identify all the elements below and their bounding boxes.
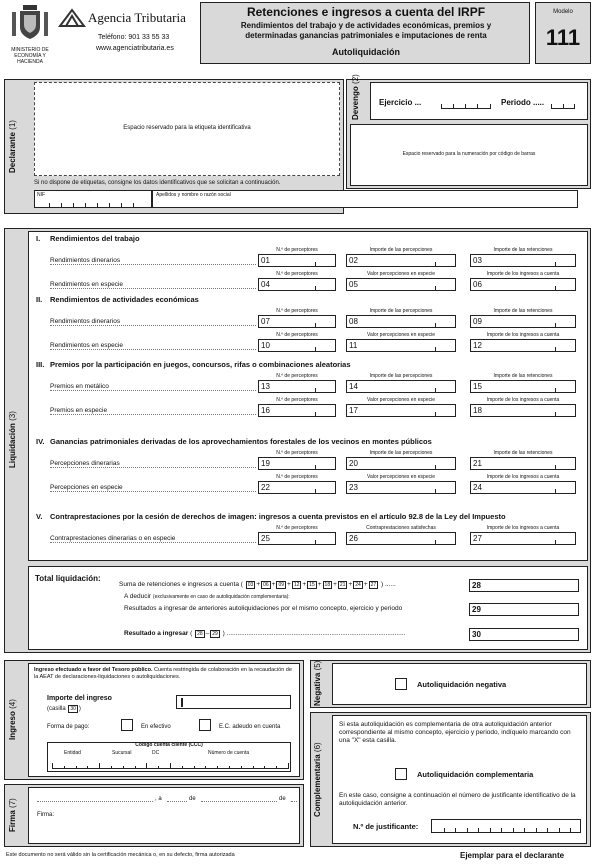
footer-copy: Ejemplar para el declarante [460, 851, 565, 860]
column-caption: Importe de las retenciones [493, 247, 553, 253]
box-09[interactable] [470, 315, 576, 328]
box-04[interactable] [258, 278, 336, 291]
ingreso-intro-bold: Ingreso efectuado a favor del Tesoro público. [34, 667, 153, 673]
devengo-title: Devengo [351, 86, 360, 120]
label-space-text: Espacio reservado para la etiqueta identificativa [123, 125, 251, 131]
box-number: 15 [473, 382, 482, 391]
no-label-text: Si no dispone de etiquetas, consigne los datos identificativos que se solicitan a continuación. [34, 180, 281, 186]
total-label: Total liquidación: [35, 574, 101, 583]
ccc-col-sucursal: Sucursal [112, 750, 132, 756]
ref-box: 28 [197, 631, 203, 637]
box-11[interactable] [346, 339, 456, 352]
ingreso-side-label [8, 662, 22, 778]
deducir-label: A deducir [124, 593, 152, 600]
column-caption: N.º de perceptores [276, 271, 318, 277]
section-roman: I. [36, 234, 41, 243]
section-roman: IV. [36, 437, 45, 446]
box-29[interactable] [469, 603, 579, 616]
section-title [36, 295, 199, 304]
box-number: 02 [349, 256, 358, 265]
box-24[interactable] [470, 481, 576, 494]
devengo-num: (2) [351, 74, 360, 84]
section-name: Premios por la participación en juegos, concursos, rifas o combinaciones aleatorias [50, 360, 351, 369]
page-title: Retenciones e ingresos a cuenta del IRPF [246, 5, 486, 19]
box-number: 05 [349, 280, 358, 289]
negativa-label: Autoliquidación negativa [417, 680, 507, 689]
box-06[interactable] [470, 278, 576, 291]
ccc-col-dc: DC [152, 750, 160, 756]
coat-of-arms-icon [4, 2, 56, 42]
barcode-text: Espacio reservado para la numeración por código de barras [402, 151, 536, 157]
box-16[interactable] [258, 404, 336, 417]
column-caption: Valor percepciones en especie [366, 397, 435, 403]
complementaria-label: Autoliquidación complementaria [417, 770, 534, 779]
ccc-col-cuenta: Número de cuenta [208, 750, 250, 756]
box-08[interactable] [346, 315, 456, 328]
nif-field[interactable] [34, 190, 152, 208]
title-box [200, 2, 530, 64]
ccc-box[interactable] [47, 742, 291, 772]
negativa-title: Negativa [313, 672, 322, 706]
box-number: 25 [261, 534, 270, 543]
firma-area[interactable] [65, 808, 295, 840]
ejercicio-label: Ejercicio ... [379, 98, 422, 107]
page-subtitle: Rendimientos del trabajo y de actividades económicas, premios y determinadas ganancias patrimoniales e imputaciones de renta [240, 21, 492, 40]
row-label: Rendimientos dinerarios [50, 318, 121, 325]
row-label: Percepciones en especie [50, 484, 123, 491]
barcode-space [350, 124, 588, 186]
total-box [28, 566, 588, 650]
box-14[interactable] [346, 380, 456, 393]
agency-block [58, 4, 198, 64]
box-05[interactable] [346, 278, 456, 291]
column-caption: Importe de los ingresos a cuenta [486, 474, 560, 480]
box-number: 04 [261, 280, 270, 289]
firma-body [28, 787, 300, 844]
box-number: 07 [261, 317, 270, 326]
column-caption: Importe de las percepciones [369, 308, 433, 314]
box-15[interactable] [470, 380, 576, 393]
box-number: 11 [349, 341, 358, 350]
ingreso-body [28, 663, 300, 777]
section-title [36, 512, 506, 521]
resultado-refs: 28 – 29 [197, 630, 218, 637]
box-19[interactable] [258, 457, 336, 470]
firma-label: Firma: [37, 812, 54, 818]
column-caption: N.º de perceptores [276, 308, 318, 314]
section-roman: V. [36, 512, 43, 521]
box-number: 26 [349, 534, 358, 543]
box-number: 22 [261, 483, 270, 492]
row-label: Premios en metálico [50, 383, 109, 390]
box-number: 16 [261, 406, 270, 415]
adeudo-label: E.C. adeudo en cuenta [219, 724, 281, 730]
box-17[interactable] [346, 404, 456, 417]
complementaria-side-label [313, 714, 327, 845]
casilla-label: (casilla [47, 706, 66, 712]
box-22[interactable] [258, 481, 336, 494]
resultados-label: Resultados a ingresar de anteriores autoliquidaciones por el mismo concepto, ejercicio y periodo [124, 605, 403, 612]
complementaria-title: Complementaria [313, 754, 322, 817]
box-13[interactable] [258, 380, 336, 393]
section-name: Rendimientos del trabajo [50, 234, 140, 243]
periodo-label: Periodo ..... [501, 98, 545, 107]
declarante-title: Declarante [8, 132, 17, 173]
row-label: Rendimientos en especie [50, 342, 123, 349]
agency-logo-icon [58, 8, 86, 28]
name-caption: Apellidos y nombre o razón social [156, 192, 231, 198]
name-field[interactable] [152, 190, 578, 208]
section-roman: II. [36, 295, 43, 304]
label-space [34, 82, 340, 176]
box-number: 08 [349, 317, 358, 326]
box-12[interactable] [470, 339, 576, 352]
ministry-logo [4, 2, 56, 64]
casilla-ref: 30 [70, 706, 76, 712]
row-label: Rendimientos en especie [50, 281, 123, 288]
box-28[interactable] [469, 579, 579, 592]
section-title [36, 360, 351, 369]
deducir-line [124, 593, 290, 600]
importe-input[interactable] [176, 695, 291, 709]
column-caption: N.º de perceptores [276, 332, 318, 338]
box-number: 10 [261, 341, 270, 350]
section-name: Ganancias patrimoniales derivadas de los aprovechamientos forestales de los vecinos en montes públicos [50, 437, 432, 446]
column-caption: Importe de las retenciones [493, 450, 553, 456]
box-number: 21 [473, 459, 482, 468]
ref-box: 18 [324, 582, 331, 588]
adeudo-checkbox[interactable] [199, 719, 211, 731]
deducir-note: (exclusivamente en caso de autoliquidación complementaria): [152, 594, 290, 600]
row-label: Percepciones dinerarias [50, 460, 120, 467]
complementaria-text2: En este caso, consigne a continuación el número de justificante identificativo de la autoliquidación anterior. [339, 792, 576, 807]
column-caption: Importe de los ingresos a cuenta [486, 525, 560, 531]
ejercicio-input[interactable] [441, 97, 491, 109]
modelo-box [535, 2, 591, 64]
column-caption: Importe de las percepciones [369, 373, 433, 379]
efectivo-checkbox[interactable] [121, 719, 133, 731]
box-29-num: 29 [472, 605, 481, 614]
column-caption: Importe de las retenciones [493, 373, 553, 379]
modelo-label: Modelo [553, 9, 573, 15]
box-number: 13 [261, 382, 270, 391]
box-20[interactable] [346, 457, 456, 470]
justificante-label: N.º de justificante: [353, 822, 419, 831]
devengo-fields [370, 82, 588, 120]
box-number: 20 [349, 459, 358, 468]
complementaria-num: (6) [313, 742, 322, 752]
ref-box: 15 [309, 582, 315, 588]
column-caption: N.º de perceptores [276, 373, 318, 379]
casilla-line [47, 705, 81, 713]
modelo-number: 111 [545, 25, 581, 50]
liquidacion-title: Liquidación [8, 423, 17, 469]
box-number: 06 [473, 280, 482, 289]
ingreso-intro-rest: Cuenta restringida de colaboración en la recaudación de la AEAT de declaraciones-liquidaciones o autoliquidaciones. [34, 667, 292, 680]
firma-a: , a [155, 796, 162, 802]
declarante-num: (1) [8, 120, 17, 130]
column-caption: Importe de las percepciones [369, 450, 433, 456]
resultado-label: Resultado a ingresar [124, 630, 189, 637]
ref-box: 06 [263, 582, 269, 588]
form-type: Autoliquidación [332, 47, 400, 57]
box-number: 17 [349, 406, 358, 415]
box-23[interactable] [346, 481, 456, 494]
column-caption: Valor percepciones en especie [366, 474, 435, 480]
sum-label: Suma de retenciones e ingresos a cuenta [119, 581, 239, 588]
resultado-line: Resultado a ingresar ( 28 – 29 ) ................................................................................................... [124, 630, 406, 637]
agency-website: www.agenciatributaria.es [96, 45, 174, 52]
sum-line: Suma de retenciones e ingresos a cuenta ( 03 + 06 + 09 + 12 + 15 + 18 + 21 + 24 + 27 ) ...... [119, 581, 396, 588]
firma-de2: de [279, 796, 286, 802]
box-number: 24 [473, 483, 482, 492]
row-label: Premios en especie [50, 407, 108, 414]
column-caption: Importe de las retenciones [493, 308, 553, 314]
column-caption: Importe de los ingresos a cuenta [486, 271, 560, 277]
ccc-col-entidad: Entidad [64, 750, 81, 756]
box-02[interactable] [346, 254, 456, 267]
ministry-name: MINISTERIO DE ECONOMÍA Y HACIENDA [11, 47, 49, 65]
negativa-checkbox[interactable] [395, 678, 407, 690]
box-number: 03 [473, 256, 482, 265]
box-30-num: 30 [472, 630, 481, 639]
column-caption: N.º de perceptores [276, 397, 318, 403]
periodo-input[interactable] [551, 97, 575, 109]
box-07[interactable] [258, 315, 336, 328]
justificante-input[interactable] [431, 819, 581, 833]
column-caption: Contraprestaciones satisfechas [366, 525, 436, 531]
nif-caption: NIF [37, 192, 46, 198]
complementaria-text: Si esta autoliquidación es complementaria de otra autoliquidación anterior correspondiente al mismo concepto, ejercicio y periodo, indíquelo marcando con una "X" esta casilla. [339, 721, 571, 744]
importe-label: Importe del ingreso [47, 695, 112, 702]
box-25[interactable] [258, 532, 336, 545]
box-number: 09 [473, 317, 482, 326]
negativa-num: (5) [313, 660, 322, 671]
box-number: 19 [261, 459, 270, 468]
box-27[interactable] [470, 532, 576, 545]
column-caption: N.º de perceptores [276, 247, 318, 253]
negativa-body [332, 663, 587, 705]
ingreso-num: (4) [8, 699, 17, 710]
ref-box: 12 [293, 582, 300, 588]
complementaria-body [332, 715, 587, 844]
row-label: Rendimientos dinerarios [50, 257, 121, 264]
box-10[interactable] [258, 339, 336, 352]
box-number: 27 [473, 534, 482, 543]
box-number: 14 [349, 382, 358, 391]
ref-box: 09 [278, 582, 285, 588]
sum-refs: 03 + 06 + 09 + 12 + 15 + 18 + 21 + 24 + 27 [247, 581, 377, 588]
devengo-side-label [351, 74, 365, 120]
agency-phone: Teléfono: 901 33 55 33 [98, 34, 170, 41]
firma-side-label [8, 786, 22, 845]
box-26[interactable] [346, 532, 456, 545]
box-30[interactable] [469, 628, 579, 641]
box-number: 12 [473, 341, 482, 350]
box-03[interactable] [470, 254, 576, 267]
negativa-side-label [313, 662, 327, 706]
ref-box: 29 [212, 631, 218, 637]
ccc-title: Código cuenta cliente (CCC) [135, 742, 203, 748]
ingreso-title: Ingreso [8, 711, 17, 741]
column-caption: N.º de perceptores [276, 450, 318, 456]
box-28-num: 28 [472, 581, 481, 590]
complementaria-checkbox[interactable] [395, 768, 407, 780]
liquidacion-side-label [8, 230, 22, 650]
box-01[interactable] [258, 254, 336, 267]
section-roman: III. [36, 360, 45, 369]
forma-pago-label: Forma de pago: [47, 724, 90, 730]
column-caption: Valor percepciones en especie [366, 271, 435, 277]
box-number: 18 [473, 406, 482, 415]
section-name: Rendimientos de actividades económicas [50, 295, 199, 304]
efectivo-label: En efectivo [141, 724, 171, 730]
column-caption: Valor percepciones en especie [366, 332, 435, 338]
column-caption: N.º de perceptores [276, 474, 318, 480]
box-number: 01 [261, 256, 270, 265]
ref-box: 27 [370, 582, 377, 588]
ingreso-intro [34, 667, 296, 681]
box-21[interactable] [470, 457, 576, 470]
firma-title: Firma [8, 810, 17, 833]
ref-box: 21 [339, 582, 346, 588]
agency-name: Agencia Tributaria [88, 10, 186, 25]
liquidacion-num: (3) [8, 411, 17, 422]
footer-note: Este documento no será válido sin la certificación mecánica o, en su defecto, firma autorizada [6, 852, 235, 858]
column-caption: Importe de los ingresos a cuenta [486, 397, 560, 403]
ref-box: 03 [247, 582, 254, 588]
box-18[interactable] [470, 404, 576, 417]
firma-num: (7) [8, 798, 17, 809]
ref-box: 24 [355, 582, 361, 588]
box-number: 23 [349, 483, 358, 492]
declarante-side-label [8, 80, 22, 213]
firma-de1: de [189, 796, 196, 802]
section-title [36, 437, 432, 446]
column-caption: N.º de perceptores [276, 525, 318, 531]
row-label: Contraprestaciones dinerarias o en especie [50, 535, 176, 542]
column-caption: Importe de los ingresos a cuenta [486, 332, 560, 338]
column-caption: Importe de las percepciones [369, 247, 433, 253]
section-name: Contraprestaciones por la cesión de derechos de imagen: ingresos a cuenta previstos en el artículo 92.8 de la Ley del Impuesto [50, 512, 506, 521]
section-title [36, 234, 140, 243]
casilla-end: ) [78, 706, 81, 712]
